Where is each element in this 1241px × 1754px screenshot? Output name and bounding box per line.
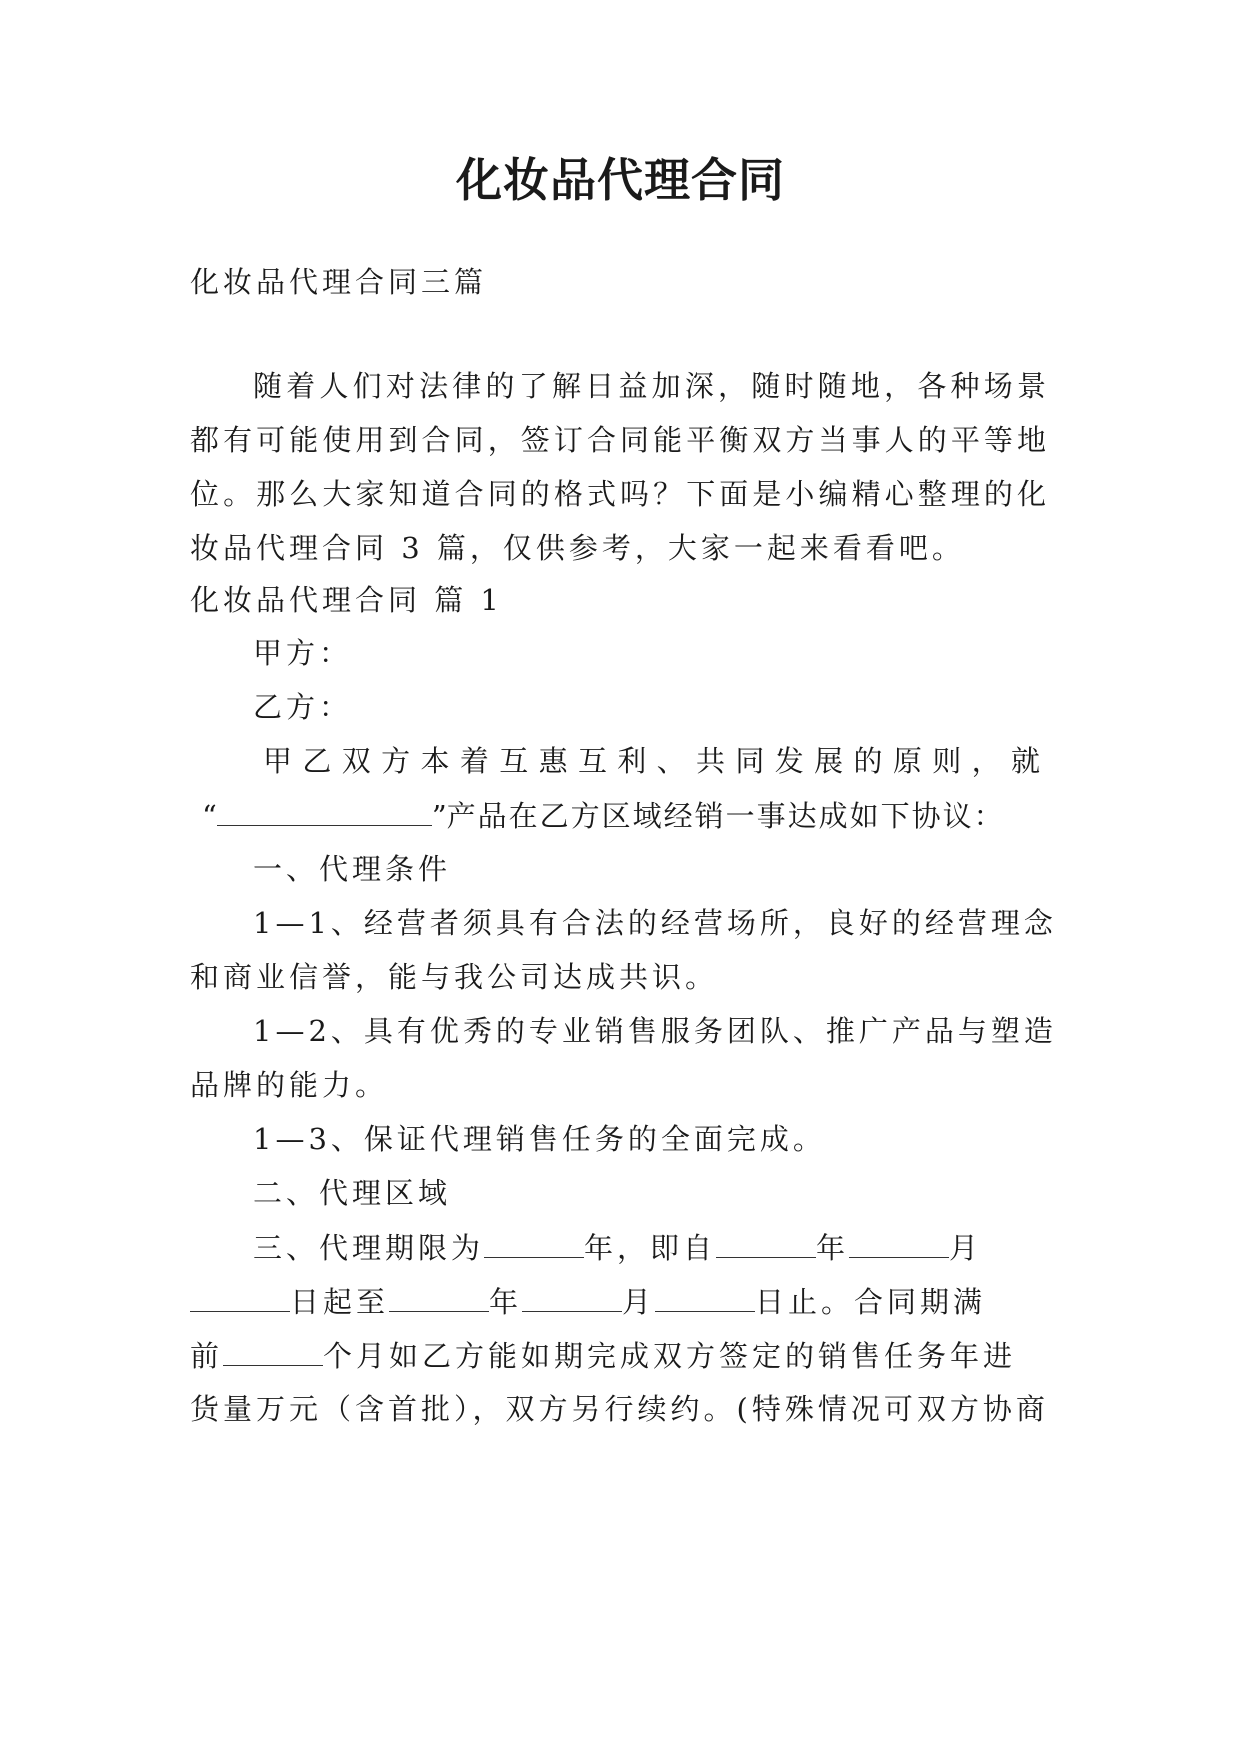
clause-1-1-line-1: 1—1、经营者须具有合法的经营场所，良好的经营理念 [253,906,1057,940]
term-line-3-a: 前 [190,1339,224,1373]
term-line-2-a: 日起至 [290,1285,390,1319]
open-quote: “ [202,799,217,833]
clause-1-1-line-2: 和商业信誉，能与我公司达成共识。 [190,960,719,994]
principle-line-2-text: 产品在乙方区域经销一事达成如下协议： [446,799,1005,833]
clause-1-3: 1—3、保证代理销售任务的全面完成。 [253,1122,826,1156]
term-line-4: 货量万元（含首批），双方另行续约。(特殊情况可双方协商 [190,1392,1049,1426]
term-line-1-b: 年，即自 [584,1231,717,1265]
document-subtitle: 化妆品代理合同三篇 [190,265,488,299]
term-line-3 [190,1335,1050,1376]
term-line-2-d: 日止。合同期满 [755,1285,987,1319]
term-line-1 [253,1227,1113,1268]
party-a-label: 甲方： [253,636,353,670]
term-line-3-b: 个月如乙方能如期完成双方签定的销售任务年进 [323,1339,1017,1373]
end-year-blank [389,1281,489,1312]
intro-line-2: 都有可能使用到合同，签订合同能平衡双方当事人的平等地 [190,423,1050,457]
months-before-blank [223,1335,323,1366]
heading-agency-conditions: 一、代理条件 [253,852,452,886]
end-month-blank [522,1281,622,1312]
start-month-blank [849,1227,949,1258]
principle-line-2 [190,795,1050,836]
term-line-2 [190,1281,1050,1322]
principle-line-1: 甲乙双方本着互惠互利、共同发展的原则，就 [263,744,1050,778]
section-heading: 化妆品代理合同 篇 1 [190,583,503,617]
term-line-1-c: 年 [816,1231,850,1265]
clause-1-2-line-2: 品牌的能力。 [190,1068,389,1102]
term-line-1-d: 月 [949,1231,983,1265]
start-year-blank [716,1227,816,1258]
heading-agency-region: 二、代理区域 [253,1176,452,1210]
term-years-blank [484,1227,584,1258]
intro-line-1: 随着人们对法律的了解日益加深，随时随地，各种场景 [253,369,1050,403]
intro-line-4: 妆品代理合同 3 篇，仅供参考，大家一起来看看吧。 [190,531,965,565]
term-line-2-c: 月 [622,1285,656,1319]
term-line-1-a: 三、代理期限为 [253,1231,485,1265]
clause-1-2-line-1: 1—2、具有优秀的专业销售服务团队、推广产品与塑造 [253,1014,1057,1048]
end-day-blank [655,1281,755,1312]
party-b-label: 乙方： [253,690,353,724]
product-name-blank [217,795,432,826]
close-quote: ” [431,799,447,833]
intro-line-3: 位。那么大家知道合同的格式吗？下面是小编精心整理的化 [190,477,1050,511]
start-day-blank [190,1281,290,1312]
document-title: 化妆品代理合同 [456,153,785,207]
term-line-2-b: 年 [489,1285,523,1319]
